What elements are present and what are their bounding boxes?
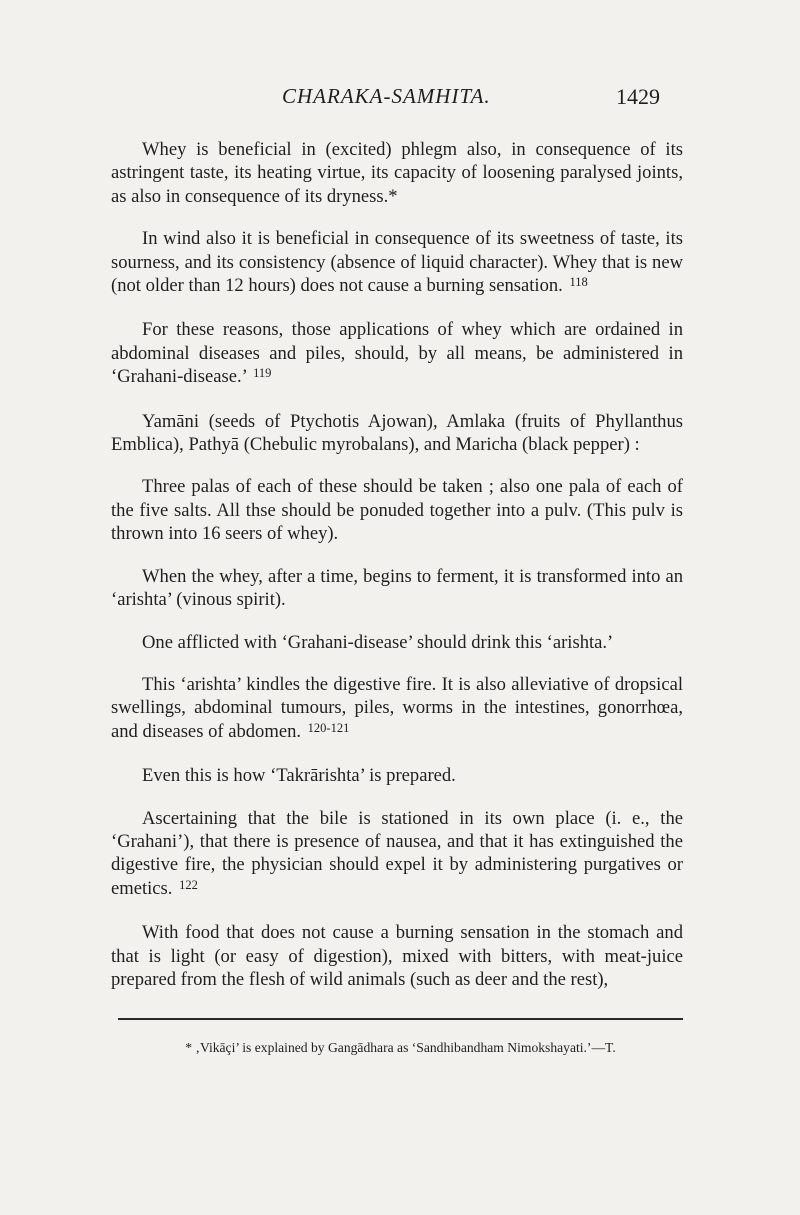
verse-number: 118 bbox=[569, 275, 588, 290]
footnote-divider bbox=[118, 1018, 683, 1020]
paragraph: For these reasons, those applications of whey which are ordained in abdominal diseases and piles, should, by all means, be administered in ‘Grahani-disease.’ $^{119}$ bbox=[111, 319, 683, 388]
paragraph: Ascertaining that the bile is stationed in its own place (i. e., the ‘Grahani’), that there is presence of nausea, and that it has extinguished the digestive fire, the physician should expel it by administering purgatives or emetics. $^{122}$ bbox=[111, 807, 683, 899]
verse-number: 120-121 bbox=[307, 720, 350, 735]
body-text bbox=[111, 138, 683, 991]
footnote: * ‚Vikāçi’ is explained by Gangādhara as ‘Sandhibandham Nimokshayati.’—T. bbox=[185, 1040, 616, 1055]
paragraph: Even this is how ‘Takrārishta’ is prepared. bbox=[142, 765, 456, 787]
page-number: 1429 bbox=[616, 84, 660, 109]
paragraph: In wind also it is beneficial in consequence of its sweetness of taste, its sourness, and its consistency (absence of liquid character). Whey that is new (not older than 12 hours) does not cause a burning sensation. $^{118}$ bbox=[111, 228, 683, 297]
paragraph: Whey is beneficial in (excited) phlegm also, in consequence of its astringent taste, its heating virtue, its capacity of loosening paralysed joints, as also in consequence of its dryness.* bbox=[111, 139, 683, 207]
paragraph: Three palas of each of these should be taken ; also one pala of each of the five salts. All thse should be ponuded together into a pulv. (This pulv is thrown into 16 seers of whey). bbox=[111, 476, 683, 545]
verse-number: 122 bbox=[179, 877, 198, 892]
paragraph: With food that does not cause a burning sensation in the stomach and that is light (or easy of digestion), mixed with bitters, with meat-juice prepared from the flesh of wild animals (such as deer and the rest), bbox=[111, 922, 683, 990]
running-title: CHARAKA-SAMHITA. bbox=[282, 84, 491, 108]
paragraph: When the whey, after a time, begins to ferment, it is transformed into an ‘arishta’ (vinous spirit). bbox=[111, 565, 683, 611]
verse-number: 119 bbox=[253, 366, 272, 381]
paragraph: This ‘arishta’ kindles the digestive fire. It is also alleviative of dropsical swellings, abdominal tumours, piles, worms in the intestines, gonorrhœa, and diseases of abdomen. $^{120-121}$ bbox=[111, 673, 683, 742]
paragraph: Yamāni (seeds of Ptychotis Ajowan), Amlaka (fruits of Phyllanthus Emblica), Pathyā (Chebulic myrobalans), and Maricha (black pepper) : bbox=[111, 410, 683, 456]
paragraph: One afflicted with ‘Grahani-disease’ should drink this ‘arishta.’ bbox=[142, 631, 614, 653]
page-header bbox=[0, 84, 800, 114]
